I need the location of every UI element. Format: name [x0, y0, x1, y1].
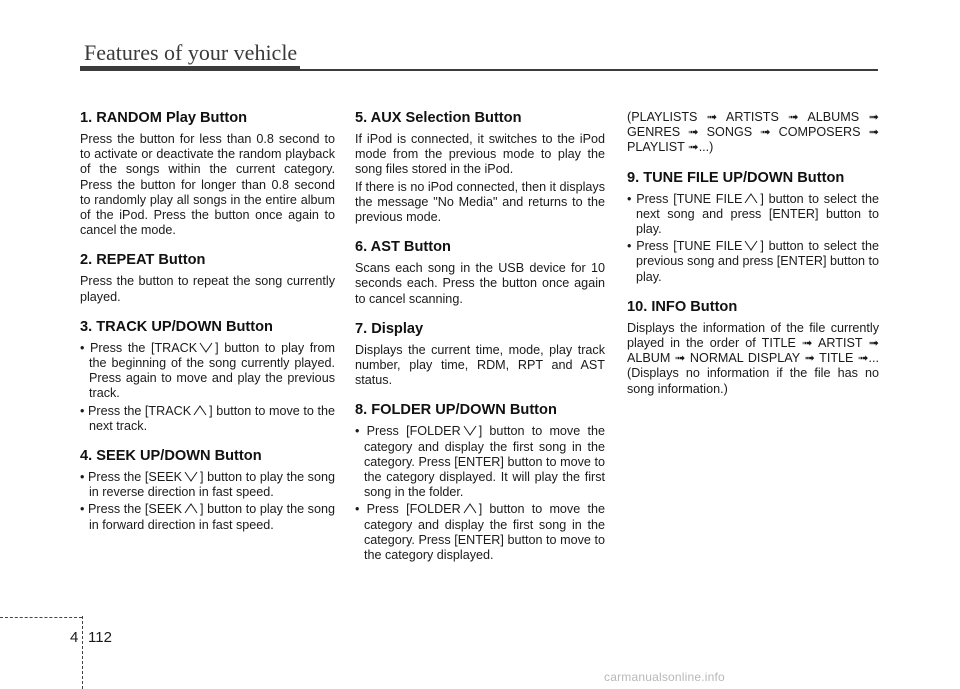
section-tune — [627, 170, 879, 285]
section-playlists — [627, 110, 879, 156]
header-rule-thick — [80, 66, 300, 71]
section-title: 6. AST Button — [355, 239, 451, 256]
section-info — [627, 299, 879, 397]
section-track — [80, 319, 335, 434]
bullet-item — [80, 404, 335, 434]
chevron-up-icon — [193, 405, 207, 416]
page-number: 112 — [88, 629, 112, 646]
section-body: Displays the information of the file currently played in the order of TITLE ➟ ARTIST ➟ ALBUM ➟ NORMAL DISPLAY ➟ TITLE ➟... (Displays no information if the file has no song information.) — [627, 320, 879, 396]
bullet-text-post: ] button to move the category and display the first song in the category. Press [ENTER] button to move to the category displayed. — [364, 502, 605, 563]
column-1 — [80, 110, 335, 547]
section-body: Scans each song in the USB device for 10 seconds each. Press the button once again to cancel scanning. — [355, 261, 605, 306]
chevron-up-icon — [463, 503, 477, 514]
section-repeat — [80, 252, 335, 304]
bullet-text-pre: • Press the [SEEK — [80, 470, 183, 485]
section-body: Press the button for less than 0.8 second to to activate or deactivate the random playback of the songs within the current category. Press the button for longer than 0.8 second to randomly play all songs in the entire album of the iPod. Press the button once again to cancel the mode. — [80, 132, 335, 238]
column-2 — [355, 110, 605, 577]
section-seek — [80, 448, 335, 533]
bullet-text-post: ] button to select the next song and press [ENTER] button to play. — [636, 191, 879, 237]
section-title: 9. TUNE FILE UP/DOWN Button — [627, 169, 845, 186]
section-body: If iPod is connected, it switches to the iPod mode from the previous mode to play the song files stored in the iPod. — [355, 132, 605, 177]
section-title: 8. FOLDER UP/DOWN Button — [355, 402, 557, 419]
bullet-text-pre: • Press [TUNE FILE — [627, 191, 743, 206]
bullet-item — [80, 341, 335, 402]
bullet-text-post: ] button to select the previous song and press [ENTER] button to play. — [636, 239, 879, 284]
chevron-up-icon — [744, 193, 758, 204]
chevron-down-icon — [463, 425, 477, 436]
section-folder — [355, 402, 605, 563]
section-title: 10. INFO Button — [627, 298, 738, 315]
section-title: 4. SEEK UP/DOWN Button — [80, 448, 262, 465]
section-title: 7. Display — [355, 320, 424, 337]
section-title: 5. AUX Selection Button — [355, 110, 522, 126]
footer-rule-vertical — [82, 616, 83, 689]
bullet-text-post: ] button to move to the next track. — [89, 403, 335, 433]
chevron-down-icon — [184, 471, 198, 482]
bullet-text-pre: • Press [FOLDER — [355, 502, 461, 517]
bullet-item — [80, 470, 335, 500]
bullet-text-pre: • Press the [TRACK — [80, 340, 198, 355]
section-body: Displays the current time, mode, play track number, play time, RDM, RPT and AST status. — [355, 342, 605, 388]
bullet-text-pre: • Press the [SEEK — [80, 502, 183, 517]
footer-rule-horizontal — [0, 617, 82, 618]
section-aux — [355, 110, 605, 225]
bullet-item — [627, 192, 879, 238]
chevron-up-icon — [184, 503, 198, 514]
bullet-item — [355, 502, 605, 563]
column-3 — [627, 110, 879, 411]
chapter-number: 4 — [70, 629, 79, 646]
bullet-text-post: ] button to play from the beginning of the song currently played. Press again to move and play the previous track. — [89, 340, 335, 401]
section-display — [355, 321, 605, 389]
section-title: 1. RANDOM Play Button — [80, 110, 248, 126]
chevron-down-icon — [199, 342, 213, 353]
bullet-item — [355, 424, 605, 500]
bullet-text-pre: • Press the [TRACK — [80, 403, 192, 418]
bullet-item — [627, 239, 879, 285]
section-body: (PLAYLISTS ➟ ARTISTS ➟ ALBUMS ➟ GENRES ➟ SONGS ➟ COMPOSERS ➟ PLAYLIST ➟...) — [627, 110, 879, 155]
chevron-down-icon — [744, 240, 758, 251]
bullet-text-post: ] button to play the song in reverse direction in fast speed. — [89, 470, 335, 500]
section-random — [80, 110, 335, 238]
section-body: Press the button to repeat the song currently played. — [80, 274, 335, 304]
page-header-title: Features of your vehicle — [84, 40, 298, 65]
bullet-text-post: ] button to move the category and display the first song in the category. Press [ENTER] button to move to the category displayed. It will play the first song in the folder. — [364, 424, 605, 500]
bullet-text-pre: • Press [TUNE FILE — [627, 239, 743, 254]
header-rule-thin — [300, 69, 878, 71]
section-body: If there is no iPod connected, then it displays the message "No Media" and returns to the previous mode. — [355, 179, 605, 225]
section-title: 3. TRACK UP/DOWN Button — [80, 318, 273, 335]
watermark: carmanualsonline.info — [604, 670, 725, 684]
bullet-text-pre: • Press [FOLDER — [355, 424, 461, 439]
section-ast — [355, 239, 605, 307]
section-title: 2. REPEAT Button — [80, 252, 206, 269]
bullet-item — [80, 502, 335, 532]
bullet-text-post: ] button to play the song in forward direction in fast speed. — [89, 502, 335, 532]
